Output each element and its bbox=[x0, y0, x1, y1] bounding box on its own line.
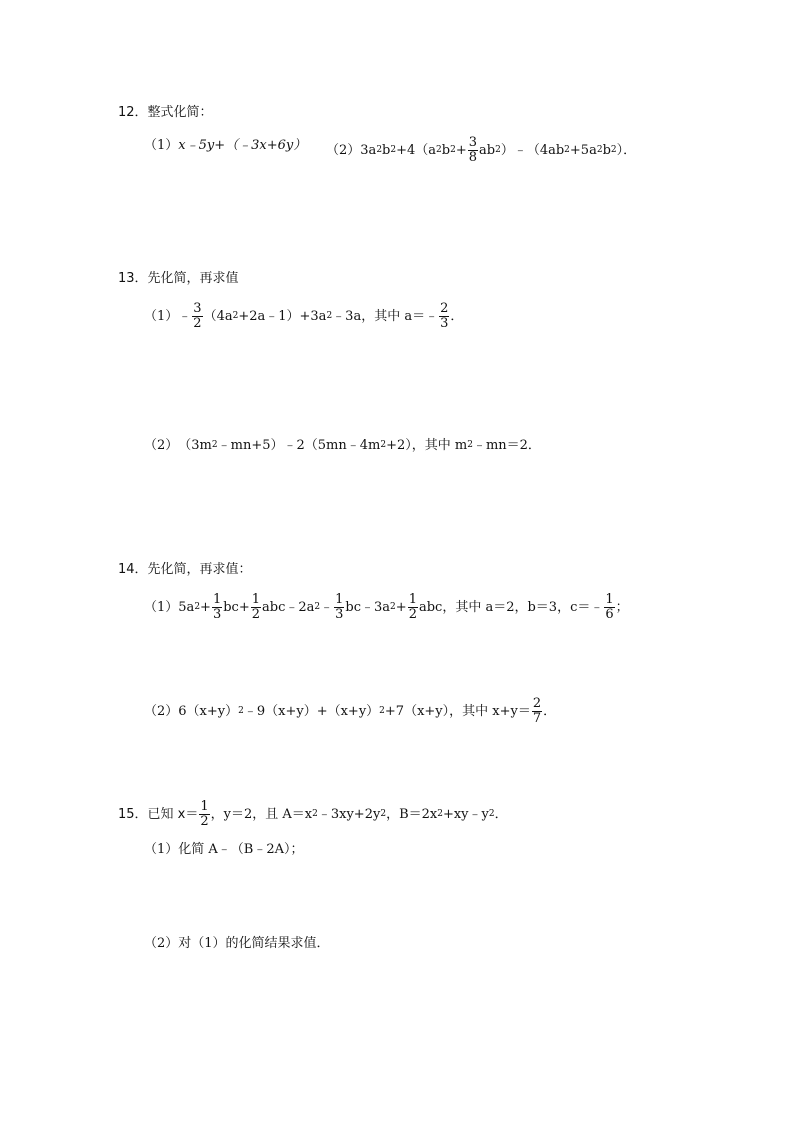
expr-seg: ． bbox=[494, 806, 508, 822]
expr-seg: （4a bbox=[203, 308, 233, 324]
fraction-denominator: 3 bbox=[335, 607, 344, 622]
q15-part2: （2）对（1）的化简结果求值． bbox=[144, 936, 330, 951]
expr-seg: ab bbox=[479, 142, 496, 158]
expr-seg: + bbox=[395, 599, 407, 615]
q13-part1: （1）﹣ $\frac{3}{2}$ （4a $^2$ +2a﹣1）+3a $^2$ ﹣3a，其中 a＝﹣ $\frac{2}{3}$ ． bbox=[144, 301, 464, 331]
expr-seg: ﹣mn+5）﹣2（5mn﹣4m bbox=[217, 438, 381, 453]
q15-part1: （1）化简 A﹣（B﹣2A）； bbox=[144, 842, 304, 857]
expr-seg: ﹣3xy+2y bbox=[317, 806, 381, 822]
q12-part2: （2） 3a $^2$ b $^2$ +4（a $^2$ b $^2$ + $\frac{3}{8}$ ab $^2$ ）﹣（4ab $^2$ +5a $^2$ b $^2$ ）． bbox=[326, 135, 637, 165]
fraction-denominator: 2 bbox=[251, 607, 261, 622]
expr-seg: ）． bbox=[616, 142, 637, 158]
expr-seg: +7（x+y），其中 x+y＝ bbox=[384, 703, 531, 719]
expr-seg: （3m bbox=[178, 438, 212, 453]
fraction-numerator: 3 bbox=[193, 301, 202, 316]
fraction-numerator: 1 bbox=[605, 592, 614, 607]
q12-part1 bbox=[144, 136, 306, 156]
fraction-denominator: 7 bbox=[532, 711, 542, 726]
fraction bbox=[212, 593, 222, 622]
expr-seg: bc﹣3a bbox=[345, 599, 391, 615]
q14-title: 14．先化简，再求值： bbox=[118, 562, 252, 577]
q14-part2-label: （2） bbox=[144, 703, 179, 719]
fraction-denominator: 2 bbox=[408, 607, 417, 622]
expr-seg: ﹣mn＝2． bbox=[472, 438, 541, 453]
fraction-numerator: 2 bbox=[440, 301, 449, 316]
fraction bbox=[251, 593, 261, 622]
fraction bbox=[192, 302, 202, 331]
expr-seg: +4（a bbox=[396, 142, 437, 158]
fraction bbox=[604, 593, 614, 622]
q13-part1-label: （1）﹣ bbox=[144, 308, 192, 324]
fraction-denominator: 3 bbox=[440, 316, 449, 331]
fraction-denominator: 8 bbox=[468, 150, 478, 165]
expr-seg: b bbox=[441, 142, 451, 158]
fraction-denominator: 6 bbox=[605, 607, 614, 622]
fraction bbox=[199, 800, 209, 829]
expr-seg: 15．已知 x＝ bbox=[118, 806, 199, 822]
fraction bbox=[439, 302, 449, 331]
expr-seg: ）﹣（4ab bbox=[500, 142, 565, 158]
fraction-numerator: 1 bbox=[251, 592, 261, 607]
expr-seg: abc﹣2a bbox=[262, 599, 315, 615]
q13-part2: （2） （3m $^2$ ﹣mn+5）﹣2（5mn﹣4m $^2$ +2），其中 m $^2$ ﹣mn＝2． bbox=[144, 436, 541, 456]
fraction-denominator: 3 bbox=[212, 607, 222, 622]
expr-seg: abc，其中 a＝2，b＝3，c＝﹣ bbox=[418, 599, 604, 615]
fraction-denominator: 2 bbox=[193, 316, 202, 331]
fraction-numerator: 2 bbox=[532, 696, 542, 711]
expr-seg: ． bbox=[450, 308, 464, 324]
expr-seg: + bbox=[200, 599, 211, 615]
q12-title: 12．整式化简： bbox=[118, 105, 213, 120]
fraction bbox=[334, 593, 344, 622]
expr-seg: ； bbox=[615, 599, 629, 615]
expr-seg: +2a﹣1）+3a bbox=[238, 308, 327, 324]
expr-seg: 5a bbox=[178, 599, 195, 615]
expr-seg: 3a bbox=[360, 142, 377, 158]
expr-seg: +2），其中 m bbox=[386, 438, 468, 453]
q12-part2-label: （2） bbox=[326, 142, 361, 158]
q13-part2-label: （2） bbox=[144, 438, 179, 453]
fraction bbox=[532, 697, 542, 726]
expr-seg: +xy﹣y bbox=[442, 806, 489, 822]
q15-title: 15．已知 x＝ $\frac{1}{2}$ ，y＝2，且 A＝x $^2$ ﹣3xy+2y $^2$ ，B＝2x $^2$ +xy﹣y $^2$ ． bbox=[118, 799, 508, 829]
expr-seg: ． bbox=[543, 703, 557, 719]
q12-part1-expr: x﹣5y+（﹣3x+6y） bbox=[178, 138, 307, 153]
expr-seg: ﹣ bbox=[320, 599, 334, 615]
expr-seg: b bbox=[602, 142, 611, 158]
fraction bbox=[408, 593, 418, 622]
fraction bbox=[468, 136, 478, 165]
fraction-numerator: 3 bbox=[468, 135, 478, 150]
fraction-numerator: 1 bbox=[408, 592, 417, 607]
fraction-denominator: 2 bbox=[200, 814, 209, 829]
expr-seg: +5a bbox=[569, 142, 597, 158]
q12-part1-label: （1） bbox=[144, 138, 179, 153]
expr-seg: 6（x+y） bbox=[178, 703, 239, 719]
expr-seg: ﹣9（x+y）+（x+y） bbox=[243, 703, 380, 719]
fraction-numerator: 1 bbox=[200, 799, 209, 814]
expr-seg: + bbox=[455, 142, 467, 158]
expr-seg: ﹣3a，其中 a＝﹣ bbox=[332, 308, 439, 324]
q14-part1: （1） 5a $^2$ + $\frac{1}{3}$ bc+ $\frac{1}{2}$ abc﹣2a $^2$ ﹣ $\frac{1}{3}$ bc﹣3a $^2$ + $\frac{1}{2}$ abc，其中 a＝2，b＝3，c＝﹣ $\frac{1}{6}$ ； bbox=[144, 592, 629, 622]
fraction-numerator: 1 bbox=[335, 592, 344, 607]
q13-title: 13．先化简，再求值 bbox=[118, 271, 239, 286]
expr-seg: ，y＝2，且 A＝x bbox=[210, 806, 313, 822]
q14-part2: （2） 6（x+y） $^2$ ﹣9（x+y）+（x+y） $^2$ +7（x+y），其中 x+y＝ $\frac{2}{7}$ ． bbox=[144, 696, 557, 726]
expr-seg: b bbox=[382, 142, 391, 158]
expr-seg: ，B＝2x bbox=[386, 806, 438, 822]
fraction-numerator: 1 bbox=[212, 592, 222, 607]
q14-part1-label: （1） bbox=[144, 599, 179, 615]
expr-seg: bc+ bbox=[223, 599, 250, 615]
